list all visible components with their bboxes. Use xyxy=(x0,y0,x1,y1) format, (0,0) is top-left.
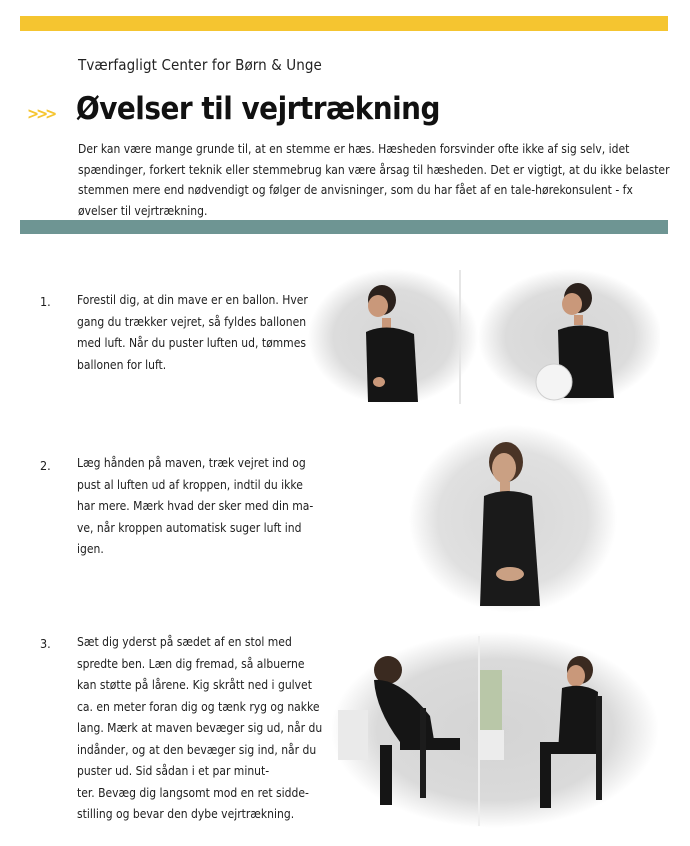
exercise-line: har mere. Mærk hvad der sker med din ma- xyxy=(77,499,314,513)
exercise-text xyxy=(77,632,322,826)
exercise-line: ter. Bevæg dig langsomt mod en ret sidde- xyxy=(77,785,309,800)
exercise-line: spredte ben. Læn dig fremad, så albuerne xyxy=(77,656,305,671)
exercise-number: 1. xyxy=(40,294,51,309)
exercise-line: pust al luften ud af kroppen, indtil du ikke xyxy=(77,477,303,492)
breathing-photos-1 xyxy=(308,262,660,412)
page-title: Øvelser til vejrtrækning xyxy=(76,91,440,127)
section-divider-bar xyxy=(20,220,668,234)
exercise-line: Forestil dig, at din mave er en ballon. Hver xyxy=(77,293,308,307)
breathing-photos-3 xyxy=(330,630,660,830)
balloon-icon xyxy=(536,364,572,400)
exercise-line: stilling og bevar den dybe vejrtrækning. xyxy=(77,807,295,821)
exercise-line: ballonen for luft. xyxy=(77,357,167,372)
exercise-line: ca. en meter foran dig og tænk ryg og nakke xyxy=(77,699,320,714)
exercise-line: ve, når kroppen automatisk suger luft ind xyxy=(77,520,302,535)
breathing-photo-2 xyxy=(408,424,618,614)
intro-paragraph: Der kan være mange grunde til, at en stemme er hæs. Hæsheden forsvinder ofte ikke af sig selv, idet spændinger, forkert teknik eller stemmebrug kan være årsag til hæsheden. Det er vigtigt, at du ikke belaster stemmen mere end nødvendigt og følger de anvisninger, som du har fået af en tale-hørekonsulent - fx øvelser til vejrtrækning. xyxy=(78,142,670,218)
exercise-text xyxy=(77,290,308,376)
chair-icon xyxy=(420,708,426,798)
exercise-text xyxy=(77,453,313,561)
exercise-number: 2. xyxy=(40,458,51,473)
exercise-line: kan støtte på lårene. Kig skrått ned i gulvet xyxy=(77,678,312,692)
exercise-line: Sæt dig yderst på sædet af en stol med xyxy=(77,635,292,649)
exercise-line: med luft. Når du puster luften ud, tømmes xyxy=(77,336,306,350)
exercise-line: lang. Mærk at maven bevæger sig ud, når du xyxy=(77,721,323,735)
exercise-number: 3. xyxy=(40,636,51,651)
exercise-line: Læg hånden på maven, træk vejret ind og xyxy=(77,456,306,470)
exercise-line: indånder, og at den bevæger sig ind, når du xyxy=(77,742,317,757)
exercise-line: igen. xyxy=(77,542,104,556)
exercise-line: puster ud. Sid sådan i et par minut- xyxy=(77,764,270,778)
top-accent-bar xyxy=(20,16,668,31)
exercise-line: gang du trækker vejret, så fyldes ballonen xyxy=(77,314,307,329)
chevron-icon: >>> xyxy=(27,104,55,123)
chair-icon xyxy=(596,696,602,800)
organization-name: Tværfagligt Center for Børn & Unge xyxy=(78,56,322,74)
